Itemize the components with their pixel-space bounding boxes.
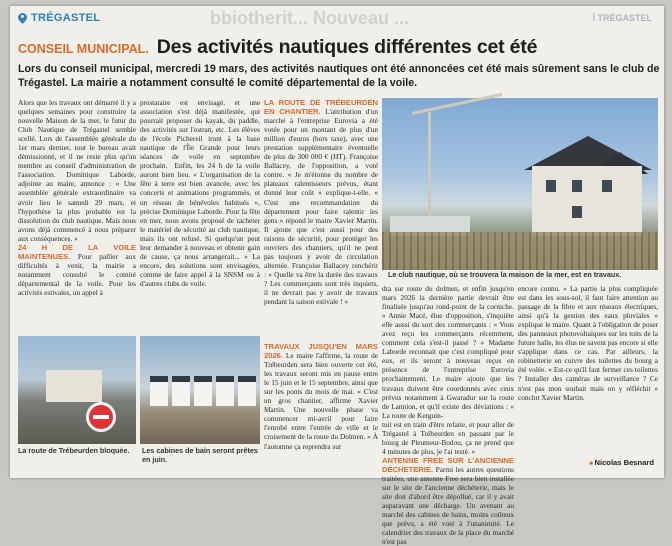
article-title: Des activités nautiques différentes cet été: [156, 36, 538, 58]
main-photo: [382, 98, 658, 270]
headline: [18, 36, 658, 59]
column-3: [264, 98, 378, 306]
newspaper-page: [10, 6, 664, 546]
body-paragraph: prestataire est envisagé, et une association s'est déjà manifestée, qui pourrait proposer du kayak, du paddle, des activités sur l'estran, etc. Les élèves de l'école Pichereil iront à la base nautique de l'Île Grande pour leurs séances de voile en septembre prochain. Enfin, les 24 h de la voile auront bien lieu. « L'organisation de la fête à terre est bien avancée, avec les concerts et animations programmés, et un réseau de bénévoles habitués », précise Dominique Laborde. Pour la fête en mer, nous avons proposé de racheter le matériel de sécurité au club nautique, mais ils ont refusé. Si quelqu'un peut leur demander à nouveau et obtenir gain de cause, ça nous arrangerait... » La encore, des solutions sont envisagées, comme de faire appel à la SNSM ou à d'autres clubs de voile.: [140, 98, 260, 288]
body-paragraph: dra sur route du dolmen, et enfin jusqu'en mars 2026 la dernière partie devrait être finalisée jusqu'au rond-point de la corniche. » Annie Macé, élue d'opposition, s'inquiète elle aussi du sort des commerçants : « Vous avez reçu les commerçants récemment, comment cela s'est-il passé ? » Madame Laborde reconnait que c'est compliqué pour eux, et ils seront à nouveau reçus en présence de l'entreprise Eurovia prochainement. Le maire ajoute que les travaux doivent être coordonnés avec ceux prévus notamment à Gwaradur sur la route de Lannion, et qu'il existe des déviations : « La route de Kerguin-: [382, 284, 514, 420]
body-paragraph: Pour pallier aux difficultés à venir, la mairie a notamment consulté le comité départemental de la voile. Pour les activités estivales, un appel à: [18, 251, 137, 297]
main-photo-caption: Le club nautique, où se trouvera la maison de la mer, est en travaux.: [388, 270, 622, 279]
subheading: LA ROUTE DE TRÉBEURDEN EN CHANTIER.: [264, 98, 378, 117]
cabin-shape: [150, 376, 168, 406]
bleed-through-headline: bbiotherit... Nouveau ...: [210, 8, 410, 28]
window-shape: [572, 206, 582, 218]
house-shape: [46, 370, 102, 402]
construction-fence-shape: [382, 232, 658, 270]
body-paragraph: encore connu. « La partie la plus compliquée est dans les sous-sol, il faut faire attention au passage de la fibre et aux réseaux électriques, ainsi qu'à la gestion des eaux pluviales » explique le maire. Quant à l'obligation de poser des panneaux photovoltaïques sur les toits de la future halle, les élus ne savent pas encore si elle s'applique dans ce cas. Par ailleurs, la robinetterie en cuivre des toilettes du bourg a été volée. « Est-ce qu'il faut fermer ces toilettes ? Installer des caméras de surveillance ? Ce n'est pas mon souhait mais on y réfléchit » conclut Xavier Martin.: [518, 284, 658, 402]
road-photo: [18, 336, 136, 444]
subheading: TRAVAUX JUSQU'EN MARS 2026.: [264, 342, 378, 361]
lead-line: Trégastel. La mairie a notamment consulté le comité départemental de la voile.: [18, 77, 418, 89]
window-shape: [546, 180, 556, 192]
body-paragraph: Alors que les travaux ont démarré il y a quelques semaines pour construire la nouvelle Maison de la mer, le futur du Club Nautique de Trégastel semble scellé. Lors de l'assemblée générale du 1er mars dernier, tout le bureau avait démissionné, et il ne reste plus qu'un membre au conseil d'administration de l'association. Dominique Laborde, adjointe au maire, annonce : « Une assemblée générale extraordinaire va avoir lieu le samedi 29 mars, et l'hypothèse la plus probable est la dissolution du club nautique. Mais nous avons déjà commencé à nous préparer aux conséquences. »: [18, 98, 136, 243]
body-paragraph: Parmi les autres questions traitées, une antenne Free sera bien installée sur le site de l'ancienne déchèterie, mais le site doit d'abord être dépollué, car il y avait auparavant une décharge. Un avenant au marché des cabines de bains, moins coûteux que prévu, a été voté à l'unanimité. Le calendrier des travaux de la place du marché n'est pas: [382, 464, 515, 546]
column-2: [140, 98, 260, 288]
bleed-through-section: Í TRÉGASTEL: [592, 13, 652, 23]
section-location: TRÉGASTEL: [31, 12, 101, 24]
window-shape: [572, 180, 582, 192]
column-4: [264, 342, 378, 451]
cabins-photo: [140, 336, 260, 444]
lead-line: Lors du conseil municipal, mercredi 19 mars, des activités nautiques ont été annoncées cet été mais sûrement sans le club de: [18, 63, 660, 75]
crane-shape: [428, 112, 431, 228]
body-paragraph: tuit est en train d'être refaite, et pour aller de Trégastel à Trébeurden en passant par le bourg de Pleumeur-Bodou, ça ne prend que 4 minutes de plus, je l'ai testé. »: [382, 419, 514, 456]
author-signoff: ■ Nicolas Besnard: [589, 458, 654, 467]
location-pin-icon: [18, 13, 27, 24]
subheading: 24 H DE LA VOILE MAINTENUES.: [18, 242, 136, 261]
body-paragraph: Le maire l'affirme, la route de Trébeurden sera bien ouverte cet été, les travaux seront mis en pause entre le 15 juin et le 15 septembre, ainsi que sur les ponts du mois de mai. « C'est un gros chantier, affirme Xavier Martin. Une nouvelle phase va commencer mi-avril pour faire l'enrobé entre l'entrée de ville et le croisement de la route du Dolmen. » À l'automne ça reprendra sur: [264, 351, 379, 451]
cabin-shape: [194, 376, 212, 406]
cabins-photo-caption: Les cabines de bain seront prêtes en juin.: [142, 446, 258, 464]
cabin-shape: [216, 376, 234, 406]
body-paragraph: L'attribution d'un marché à l'entreprise Eurovia a été votée pour un montant de plus d'un million d'euros (hors taxe), avec une prestation supplémentaire éventuelle de plus de 300 000 € (HT). Françoise Ballacey, de l'opposition, a voté contre. « Je m'étonne du nombre de plateaux ralentisseurs prévus, étant donné leur coût » explique-t-elle. « C'est une recommandation du département pour faire ralentir les gens » répond le maire Xavier Martin. Il ajoute que c'est aussi pour des raisons de sécurité, pour protéger les ouvriers des chantiers, qu'il ne peut pas toujours y avoir de circulation alternée. Françoise Ballacey renchérit : « Quelle va être la durée des travaux ? Les commerçants sont très inquiets, il ne devrait pas y avoir de travaux pendant la saison estivale ! »: [264, 107, 378, 307]
no-entry-sign-icon: [86, 402, 116, 432]
crane-jib-shape: [412, 93, 503, 115]
subheading: ANTENNE FREE SUR L'ANCIENNE DÉCHETERIE.: [382, 455, 514, 474]
column-1: [18, 98, 136, 297]
section-header: [18, 12, 100, 24]
article-lead: [18, 62, 658, 90]
window-shape: [602, 180, 612, 192]
house-shape: [532, 166, 642, 236]
kicker: CONSEIL MUNICIPAL.: [18, 42, 149, 56]
column-6: [518, 284, 658, 402]
road-photo-caption: La route de Trébeurden bloquée.: [18, 446, 130, 455]
column-5: [382, 284, 514, 546]
cabin-shape: [172, 376, 190, 406]
cabin-shape: [238, 376, 256, 406]
